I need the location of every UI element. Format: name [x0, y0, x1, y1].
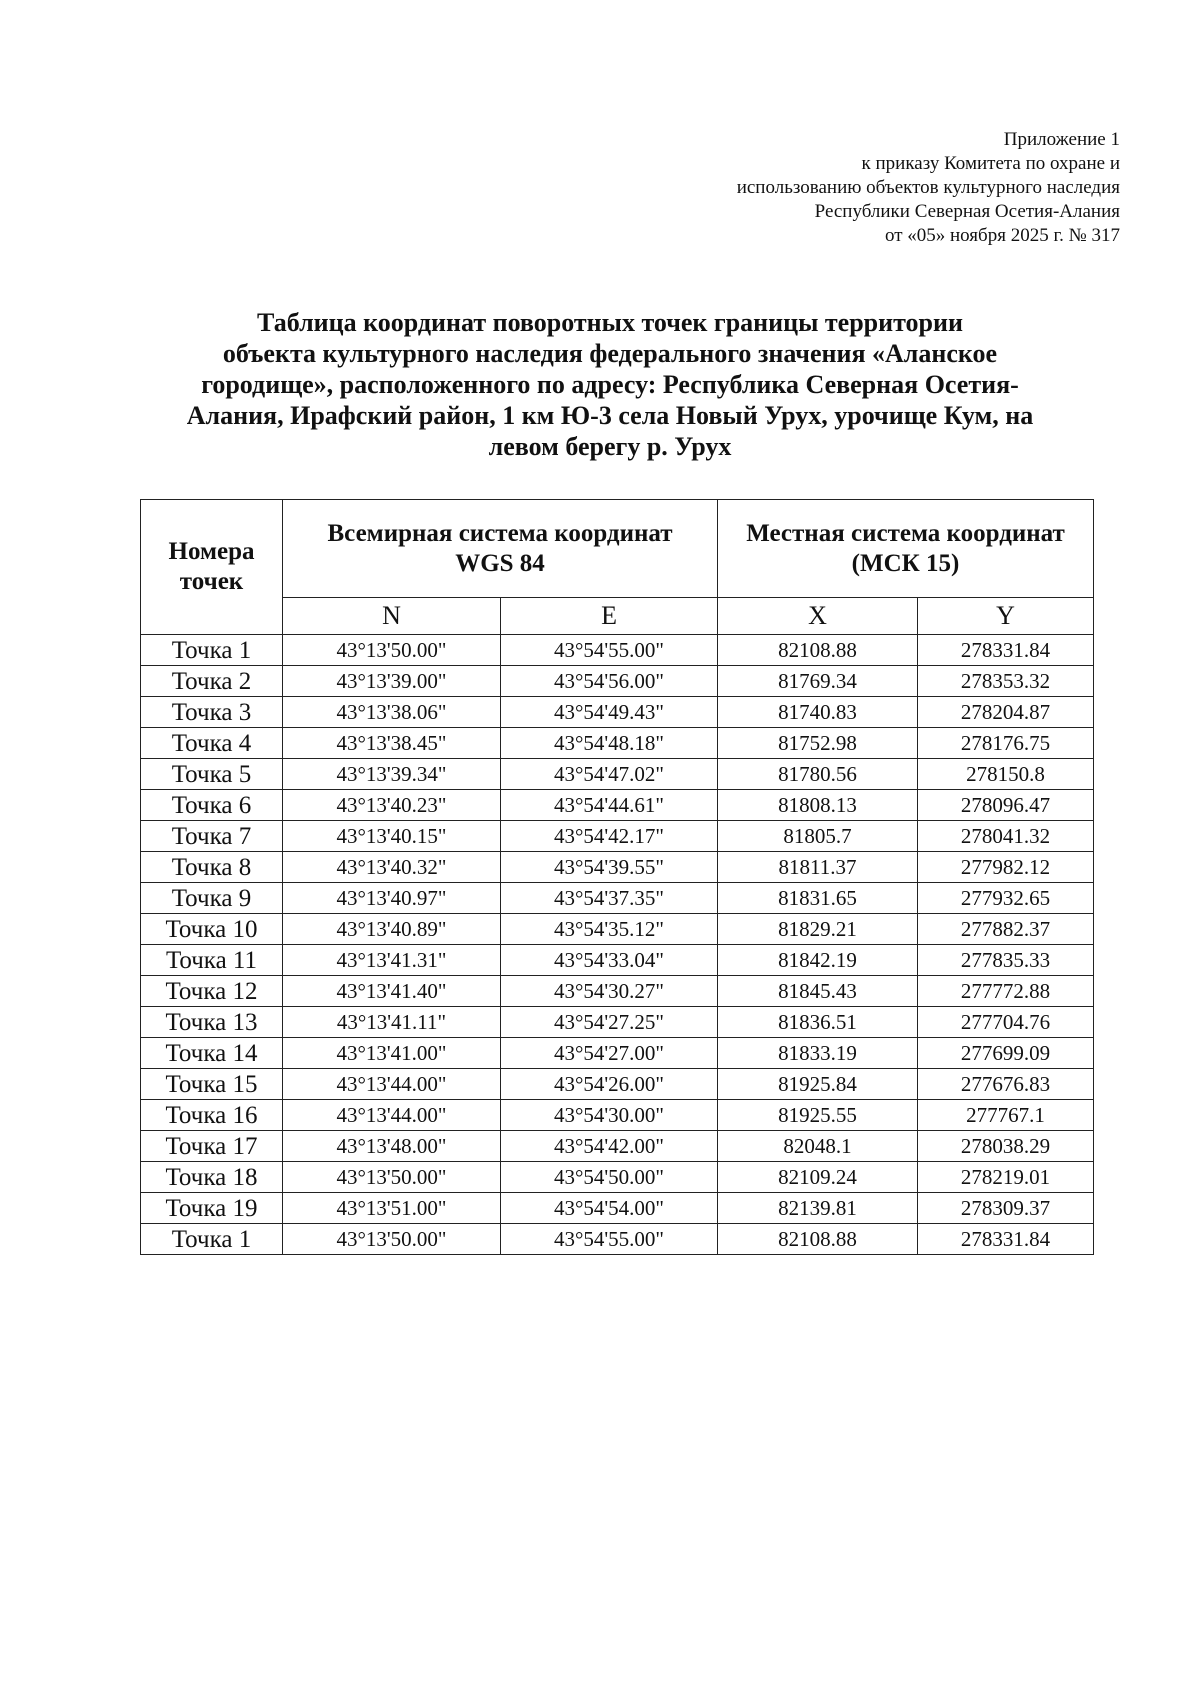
- cell-msk-y: 278331.84: [918, 1224, 1094, 1255]
- cell-msk-y: 278353.32: [918, 666, 1094, 697]
- cell-wgs-n: 43°13'50.00": [283, 1162, 501, 1193]
- cell-msk-x: 81811.37: [718, 852, 918, 883]
- header-points-line1: Номера: [168, 538, 255, 565]
- table-row: [141, 976, 1094, 1007]
- cell-msk-y: 278204.87: [918, 697, 1094, 728]
- table-row: [141, 852, 1094, 883]
- table-subheader-row: [141, 598, 1094, 635]
- appendix-line: к приказу Комитета по охране и: [861, 153, 1120, 174]
- cell-wgs-e: 43°54'39.55": [501, 852, 718, 883]
- cell-msk-y: 277676.83: [918, 1069, 1094, 1100]
- cell-msk-x: 82139.81: [718, 1193, 918, 1224]
- cell-wgs-e: 43°54'30.27": [501, 976, 718, 1007]
- cell-wgs-n: 43°13'40.97": [283, 883, 501, 914]
- cell-wgs-e: 43°54'47.02": [501, 759, 718, 790]
- table-row: [141, 1162, 1094, 1193]
- cell-point: Точка 4: [141, 728, 283, 759]
- table-row: [141, 1131, 1094, 1162]
- cell-wgs-n: 43°13'40.23": [283, 790, 501, 821]
- cell-msk-y: 277772.88: [918, 976, 1094, 1007]
- cell-msk-y: 277704.76: [918, 1007, 1094, 1038]
- header-points: [141, 500, 283, 635]
- cell-wgs-n: 43°13'38.06": [283, 697, 501, 728]
- table-row: [141, 945, 1094, 976]
- header-wgs84: [283, 500, 718, 598]
- title-line: Таблица координат поворотных точек границы территории: [257, 308, 963, 337]
- appendix-header: [737, 128, 1120, 248]
- cell-wgs-n: 43°13'41.11": [283, 1007, 501, 1038]
- cell-msk-x: 81833.19: [718, 1038, 918, 1069]
- cell-wgs-e: 43°54'55.00": [501, 1224, 718, 1255]
- cell-msk-y: 277699.09: [918, 1038, 1094, 1069]
- header-n: N: [283, 598, 501, 635]
- cell-point: Точка 1: [141, 635, 283, 666]
- table-row: [141, 635, 1094, 666]
- cell-point: Точка 10: [141, 914, 283, 945]
- title-line: Алания, Ирафский район, 1 км Ю-3 села Новый Урух, урочище Кум, на: [186, 401, 1034, 430]
- table-row: [141, 1038, 1094, 1069]
- table-row: [141, 1069, 1094, 1100]
- cell-point: Точка 7: [141, 821, 283, 852]
- cell-msk-y: 278041.32: [918, 821, 1094, 852]
- cell-point: Точка 19: [141, 1193, 283, 1224]
- cell-msk-y: 278309.37: [918, 1193, 1094, 1224]
- table-body: [141, 635, 1094, 1255]
- cell-point: Точка 14: [141, 1038, 283, 1069]
- cell-wgs-e: 43°54'56.00": [501, 666, 718, 697]
- table-row: [141, 697, 1094, 728]
- cell-msk-y: 278150.8: [918, 759, 1094, 790]
- cell-point: Точка 8: [141, 852, 283, 883]
- header-wgs84-line2: WGS 84: [455, 549, 545, 577]
- cell-wgs-n: 43°13'41.40": [283, 976, 501, 1007]
- cell-wgs-n: 43°13'39.34": [283, 759, 501, 790]
- appendix-line: Приложение 1: [1003, 129, 1120, 150]
- appendix-line: Республики Северная Осетия-Алания: [814, 201, 1120, 222]
- cell-wgs-n: 43°13'40.32": [283, 852, 501, 883]
- cell-point: Точка 1: [141, 1224, 283, 1255]
- cell-wgs-e: 43°54'37.35": [501, 883, 718, 914]
- cell-msk-x: 81780.56: [718, 759, 918, 790]
- cell-wgs-n: 43°13'41.00": [283, 1038, 501, 1069]
- header-wgs84-line1: Всемирная система координат: [327, 519, 673, 547]
- cell-wgs-e: 43°54'30.00": [501, 1100, 718, 1131]
- cell-wgs-e: 43°54'55.00": [501, 635, 718, 666]
- cell-msk-y: 277882.37: [918, 914, 1094, 945]
- cell-point: Точка 5: [141, 759, 283, 790]
- cell-wgs-n: 43°13'50.00": [283, 1224, 501, 1255]
- table-row: [141, 1224, 1094, 1255]
- table-row: [141, 666, 1094, 697]
- cell-msk-x: 82109.24: [718, 1162, 918, 1193]
- cell-wgs-n: 43°13'41.31": [283, 945, 501, 976]
- cell-point: Точка 18: [141, 1162, 283, 1193]
- cell-msk-y: 277932.65: [918, 883, 1094, 914]
- cell-point: Точка 2: [141, 666, 283, 697]
- cell-point: Точка 17: [141, 1131, 283, 1162]
- table-row: [141, 728, 1094, 759]
- cell-point: Точка 16: [141, 1100, 283, 1131]
- document-title: [150, 307, 1070, 462]
- header-points-line2: точек: [179, 568, 244, 595]
- cell-wgs-e: 43°54'35.12": [501, 914, 718, 945]
- cell-wgs-n: 43°13'40.89": [283, 914, 501, 945]
- cell-msk-y: 278038.29: [918, 1131, 1094, 1162]
- appendix-line: использованию объектов культурного наследия: [736, 177, 1120, 198]
- table-row: [141, 821, 1094, 852]
- cell-point: Точка 15: [141, 1069, 283, 1100]
- appendix-line: от «05» ноября 2025 г. № 317: [884, 225, 1120, 246]
- header-msk15-line2: (МСК 15): [851, 549, 960, 577]
- cell-wgs-e: 43°54'27.00": [501, 1038, 718, 1069]
- cell-msk-x: 82108.88: [718, 1224, 918, 1255]
- cell-point: Точка 3: [141, 697, 283, 728]
- cell-msk-x: 81829.21: [718, 914, 918, 945]
- coordinates-table: [140, 499, 1094, 1255]
- cell-point: Точка 12: [141, 976, 283, 1007]
- cell-msk-x: 81752.98: [718, 728, 918, 759]
- cell-msk-x: 81842.19: [718, 945, 918, 976]
- cell-wgs-e: 43°54'26.00": [501, 1069, 718, 1100]
- cell-msk-x: 81845.43: [718, 976, 918, 1007]
- cell-wgs-n: 43°13'44.00": [283, 1100, 501, 1131]
- cell-msk-y: 278176.75: [918, 728, 1094, 759]
- cell-wgs-e: 43°54'54.00": [501, 1193, 718, 1224]
- cell-msk-x: 81769.34: [718, 666, 918, 697]
- cell-wgs-n: 43°13'38.45": [283, 728, 501, 759]
- header-msk15-line1: Местная система координат: [746, 519, 1065, 547]
- header-e: E: [501, 598, 718, 635]
- table-row: [141, 759, 1094, 790]
- cell-point: Точка 9: [141, 883, 283, 914]
- cell-msk-x: 81836.51: [718, 1007, 918, 1038]
- cell-wgs-e: 43°54'49.43": [501, 697, 718, 728]
- cell-point: Точка 6: [141, 790, 283, 821]
- table-row: [141, 883, 1094, 914]
- cell-msk-x: 82048.1: [718, 1131, 918, 1162]
- table-row: [141, 1007, 1094, 1038]
- cell-wgs-n: 43°13'39.00": [283, 666, 501, 697]
- cell-wgs-e: 43°54'44.61": [501, 790, 718, 821]
- table-row: [141, 790, 1094, 821]
- cell-wgs-e: 43°54'42.17": [501, 821, 718, 852]
- cell-msk-x: 81805.7: [718, 821, 918, 852]
- cell-msk-y: 278219.01: [918, 1162, 1094, 1193]
- cell-wgs-e: 43°54'33.04": [501, 945, 718, 976]
- cell-msk-y: 277982.12: [918, 852, 1094, 883]
- cell-point: Точка 13: [141, 1007, 283, 1038]
- table-row: [141, 1193, 1094, 1224]
- cell-msk-x: 82108.88: [718, 635, 918, 666]
- cell-wgs-n: 43°13'50.00": [283, 635, 501, 666]
- cell-wgs-e: 43°54'50.00": [501, 1162, 718, 1193]
- cell-msk-y: 278331.84: [918, 635, 1094, 666]
- cell-wgs-n: 43°13'48.00": [283, 1131, 501, 1162]
- cell-wgs-e: 43°54'48.18": [501, 728, 718, 759]
- cell-wgs-n: 43°13'44.00": [283, 1069, 501, 1100]
- cell-msk-x: 81925.84: [718, 1069, 918, 1100]
- cell-msk-y: 277835.33: [918, 945, 1094, 976]
- table-header-row: [141, 500, 1094, 598]
- cell-msk-y: 277767.1: [918, 1100, 1094, 1131]
- header-x: X: [718, 598, 918, 635]
- title-line: левом берегу р. Урух: [488, 432, 732, 461]
- cell-msk-x: 81925.55: [718, 1100, 918, 1131]
- cell-wgs-n: 43°13'51.00": [283, 1193, 501, 1224]
- cell-wgs-n: 43°13'40.15": [283, 821, 501, 852]
- cell-wgs-e: 43°54'42.00": [501, 1131, 718, 1162]
- cell-msk-x: 81808.13: [718, 790, 918, 821]
- table-row: [141, 1100, 1094, 1131]
- cell-msk-y: 278096.47: [918, 790, 1094, 821]
- cell-wgs-e: 43°54'27.25": [501, 1007, 718, 1038]
- cell-msk-x: 81740.83: [718, 697, 918, 728]
- title-line: городище», расположенного по адресу: Республика Северная Осетия-: [201, 370, 1019, 399]
- header-y: Y: [918, 598, 1094, 635]
- table-row: [141, 914, 1094, 945]
- cell-point: Точка 11: [141, 945, 283, 976]
- header-msk15: [718, 500, 1094, 598]
- cell-msk-x: 81831.65: [718, 883, 918, 914]
- title-line: объекта культурного наследия федерального значения «Аланское: [222, 339, 998, 368]
